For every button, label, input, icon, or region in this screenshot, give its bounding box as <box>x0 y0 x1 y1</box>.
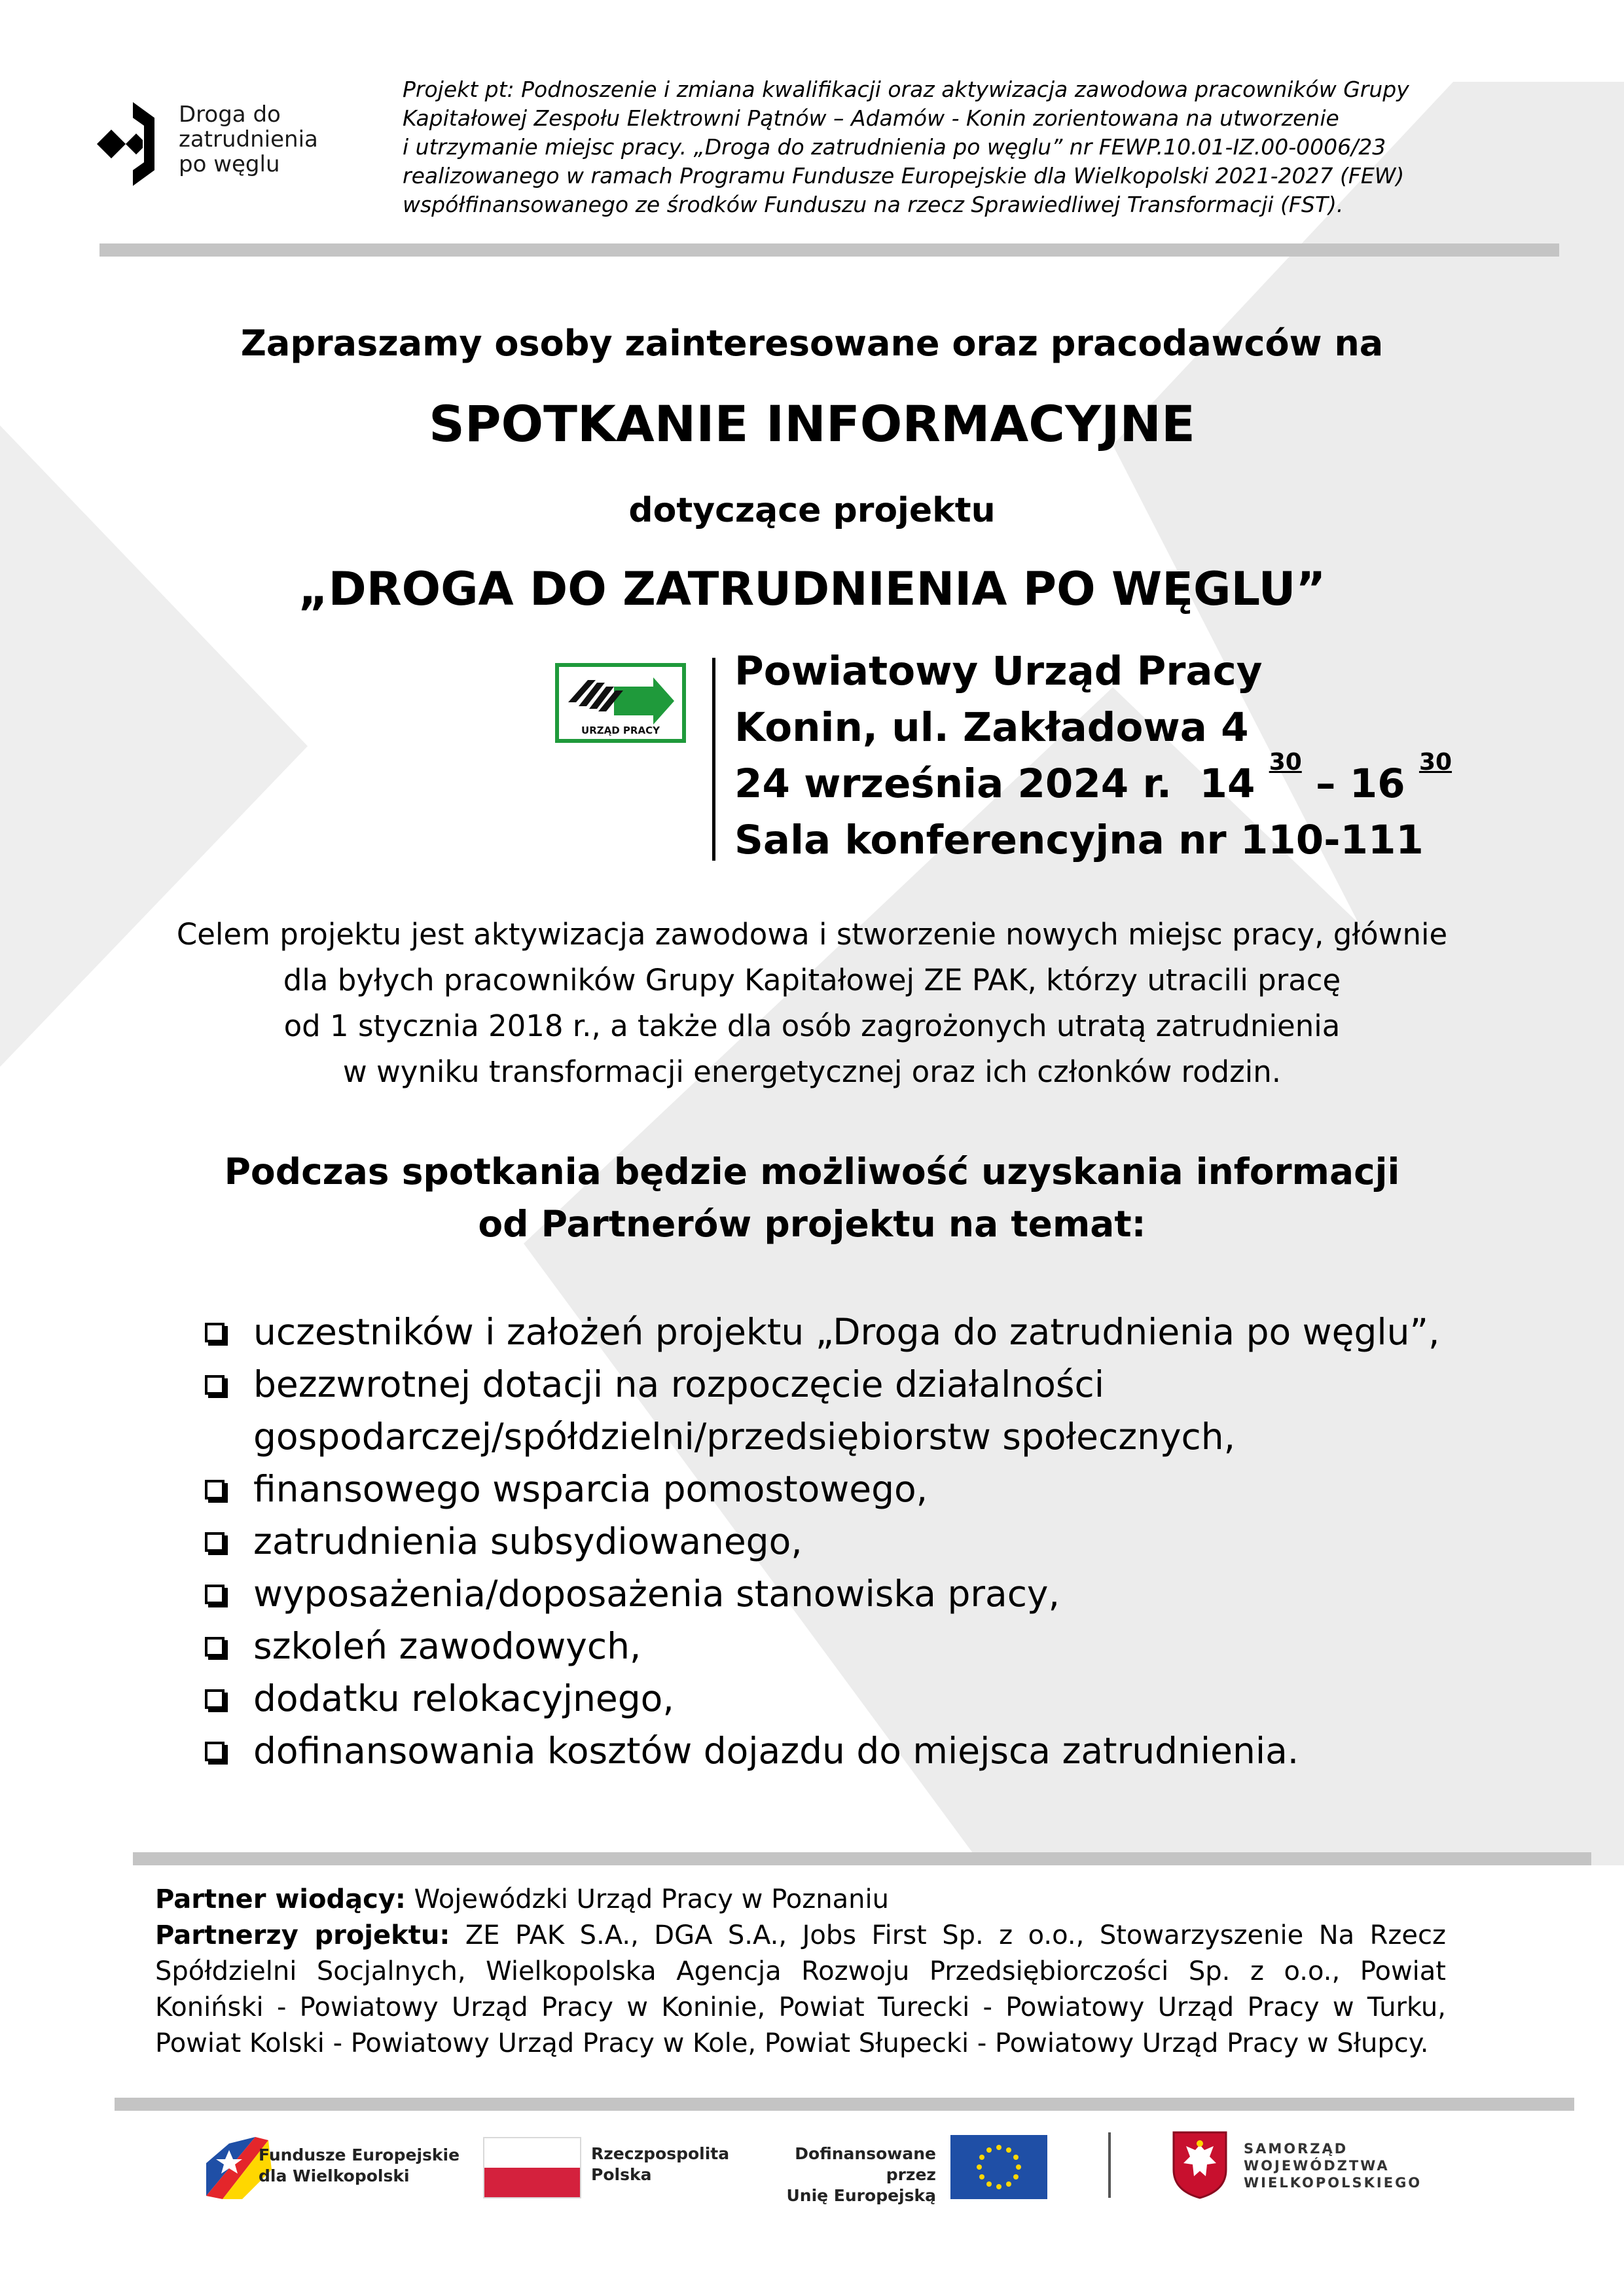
eu-line1: Dofinansowane przez <box>795 2144 936 2184</box>
project-partners: Partnerzy projektu: ZE PAK S.A., DGA S.A., Jobs First Sp. z o.o., Stowarzyszenie Na Rzecz Spółdzielni Socjalnych, Wielkopolska Agencja Rozwoju Przedsiębiorczości Sp. z o.o., Powiat Koniński - Powiatowy Urząd Pracy w Koninie, Powiat Turecki - Powiatowy Urząd Pracy w Turku, Powiat Kolski - Powiatowy Urząd Pracy w Kole, Powiat Słupecki - Powiatowy Urząd Pracy w Słupcy. <box>155 1920 1446 2058</box>
eu-stars-icon <box>950 2135 1047 2199</box>
checkbox-icon <box>205 1689 225 1709</box>
list-item: dodatku relokacyjnego, <box>205 1672 1449 1725</box>
checkbox-icon <box>205 1637 225 1657</box>
checkbox-icon <box>205 1375 225 1395</box>
description-line: w wyniku transformacji energetycznej oraz ich członków rodzin. <box>342 1054 1282 1089</box>
list-item: wyposażenia/doposażenia stanowiska pracy, <box>205 1568 1449 1620</box>
venue-date-time <box>734 749 1453 812</box>
project-name: „DROGA DO ZATRUDNIENIA PO WĘGLU” <box>298 562 1326 616</box>
footer-logo-separator <box>1108 2132 1111 2198</box>
project-info-line: i utrzymanie miejsc pracy. „Droga do zatrudnienia po węglu” nr FEWP.10.01-IZ.00-0006/23 <box>403 134 1386 160</box>
partners-section <box>155 1882 1446 2062</box>
project-info-line: Kapitałowej Zespołu Elektrowni Pątnów – Adamów - Konin zorientowana na utworzenie <box>403 105 1339 131</box>
logo-text-line2: zatrudnienia <box>179 126 318 152</box>
list-item: zatrudnienia subsydiowanego, <box>205 1515 1449 1568</box>
partners-divider-top <box>133 1852 1591 1865</box>
header-divider <box>99 243 1559 257</box>
subtitle: dotyczące projektu <box>628 491 996 530</box>
topics-heading <box>0 1145 1624 1250</box>
time-separator: – <box>1316 761 1336 807</box>
project-info-line: współfinansowanego ze środków Funduszu na rzecz Sprawiedliwej Transformacji (FST). <box>403 192 1344 217</box>
topics-heading-line: Podczas spotkania będzie możliwość uzyskania informacji <box>224 1151 1400 1193</box>
project-info-line: realizowanego w ramach Programu Fundusze Europejskie dla Wielkopolski 2021-2027 (FEW) <box>403 163 1405 188</box>
topics-list <box>205 1306 1449 1777</box>
time-start-hour: 14 <box>1199 761 1255 807</box>
project-info-line: Projekt pt: Podnoszenie i zmiana kwalifikacji oraz aktywizacja zawodowa pracowników Grupy <box>403 77 1409 102</box>
venue-room: Sala konferencyjna nr 110-111 <box>734 817 1424 863</box>
footer-divider <box>115 2098 1574 2111</box>
time-start-minute: 30 <box>1269 749 1302 776</box>
checkbox-icon <box>205 1742 225 1761</box>
fe-line1: Fundusze Europejskie <box>259 2145 460 2164</box>
list-item: uczestników i założeń projektu „Droga do zatrudnienia po węglu”, <box>205 1306 1449 1358</box>
time-end-hour: 16 <box>1349 761 1405 807</box>
list-item: szkoleń zawodowych, <box>205 1620 1449 1672</box>
pup-logo-label: URZĄD PRACY <box>581 725 660 736</box>
logo-mark-icon <box>97 98 162 190</box>
topics-heading-line: od Partnerów projektu na temat: <box>478 1203 1146 1245</box>
project-info-text <box>403 75 1453 219</box>
page-title: SPOTKANIE INFORMACYJNE <box>429 395 1195 453</box>
sw-line3: WIELKOPOLSKIEGO <box>1244 2175 1422 2191</box>
list-item: dofinansowania kosztów dojazdu do miejsca zatrudnienia. <box>205 1725 1449 1777</box>
lead-partner: Partner wiodący: Wojewódzki Urząd Pracy w Poznaniu <box>155 1884 889 1914</box>
logo-text-line1: Droga do <box>179 101 281 128</box>
wielkopolska-coat-of-arms <box>1172 2130 1228 2200</box>
venue-office: Powiatowy Urząd Pracy <box>734 648 1263 694</box>
description-line: od 1 stycznia 2018 r., a także dla osób zagrożonych utratą zatrudnienia <box>283 1009 1341 1043</box>
fe-line2: dla Wielkopolski <box>259 2166 410 2185</box>
invite-text: Zapraszamy osoby zainteresowane oraz pracodawców na <box>240 323 1384 364</box>
rp-line1: Rzeczpospolita <box>591 2144 730 2163</box>
checkbox-icon <box>205 1480 225 1499</box>
venue-date: 24 września 2024 r. <box>734 761 1172 807</box>
rp-label <box>591 2144 729 2185</box>
sw-line2: WOJEWÓDZTWA <box>1244 2158 1390 2174</box>
sw-label <box>1244 2140 1422 2191</box>
project-description <box>0 912 1624 1095</box>
pup-logo <box>555 663 686 743</box>
eu-label <box>749 2144 936 2206</box>
sw-line1: SAMORZĄD <box>1244 2141 1348 2157</box>
eu-line2: Unię Europejską <box>786 2186 936 2205</box>
eagle-shield-icon <box>1172 2130 1228 2200</box>
checkbox-icon <box>205 1532 225 1552</box>
venue-details <box>734 643 1452 869</box>
list-item: bezzwrotnej dotacji na rozpoczęcie działalności gospodarczej/spółdzielni/przedsiębiorstw społecznych, <box>205 1358 1449 1463</box>
eu-flag <box>950 2135 1047 2199</box>
fe-wielkopolska-logo <box>203 2130 465 2202</box>
description-line: Celem projektu jest aktywizacja zawodowa i stworzenie nowych miejsc pracy, głównie <box>176 917 1448 952</box>
project-logo <box>97 98 333 190</box>
logo-text-line3: po węglu <box>179 151 280 177</box>
description-line: dla byłych pracowników Grupy Kapitałowej ZE PAK, którzy utracili pracę <box>283 963 1341 997</box>
venue-address: Konin, ul. Zakładowa 4 <box>734 704 1249 751</box>
rp-line2: Polska <box>591 2165 652 2184</box>
poland-flag <box>483 2137 581 2198</box>
checkbox-icon <box>205 1323 225 1342</box>
time-end-minute: 30 <box>1418 749 1453 776</box>
venue-divider <box>712 658 715 861</box>
list-item: finansowego wsparcia pomostowego, <box>205 1463 1449 1515</box>
checkbox-icon <box>205 1585 225 1604</box>
